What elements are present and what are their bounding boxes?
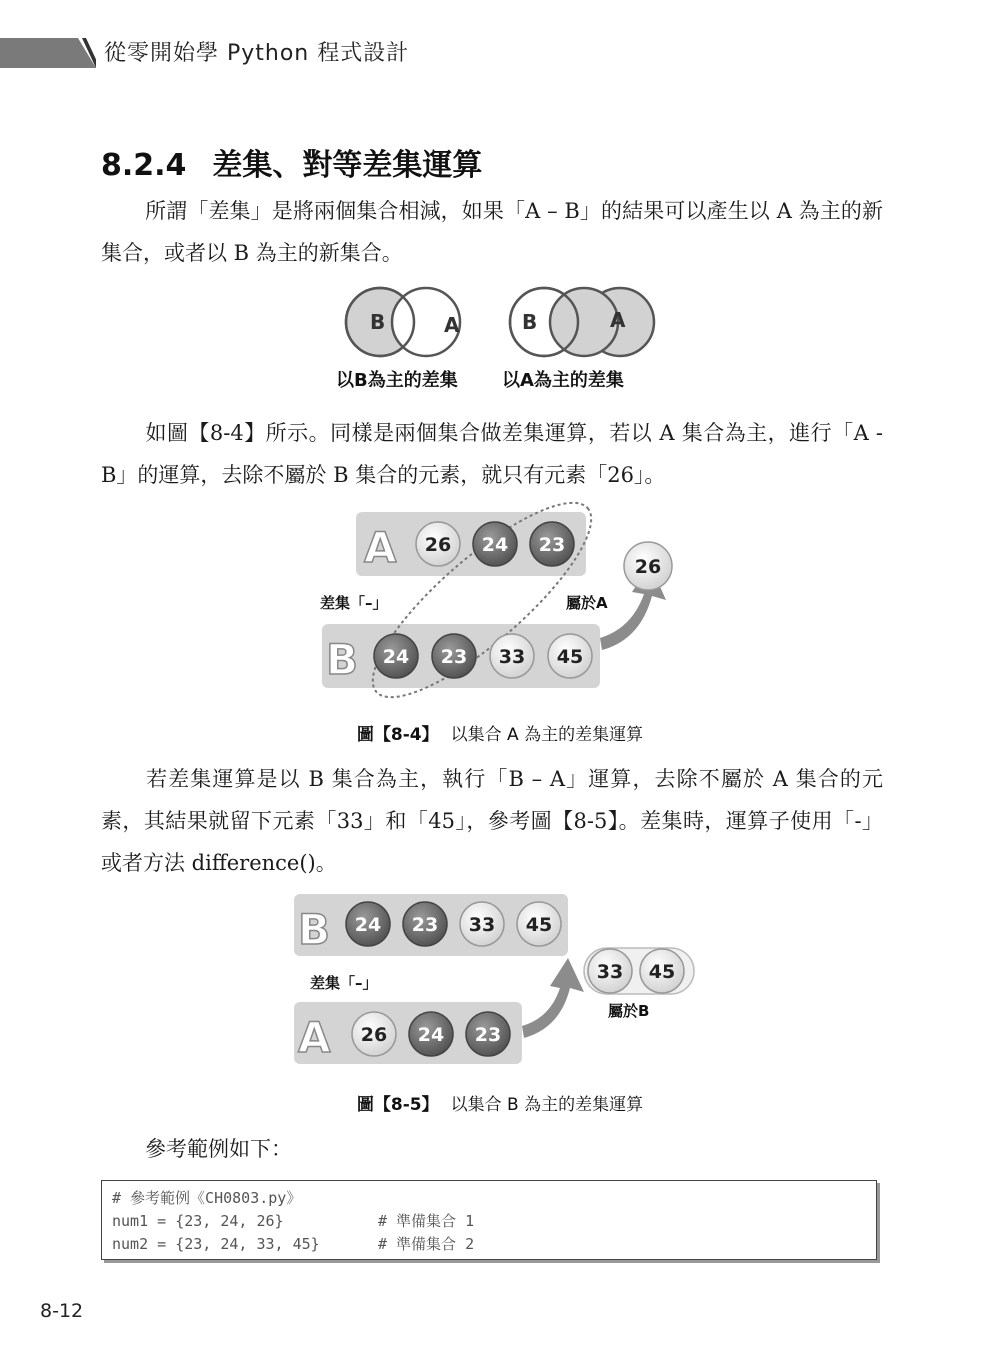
- fig85-set-b-ball-label: 33: [468, 914, 496, 936]
- venn-diagrams: [330, 278, 660, 398]
- venn-left-caption: 以B為主的差集: [336, 370, 458, 391]
- fig84-result-ball-label: 26: [634, 556, 662, 578]
- fig84-set-a-ball: [416, 522, 460, 566]
- code-line-2-comment: # 準備集合 1: [378, 1212, 475, 1230]
- fig84-set-a-ball: [530, 522, 574, 566]
- fig84-set-b-ball: [490, 634, 534, 678]
- fig85-operation-label: 差集「–」: [310, 974, 378, 992]
- code-line-2: [112, 1210, 876, 1233]
- fig85-result-arrow: [522, 958, 584, 1038]
- section-number: 8.2.4: [101, 148, 187, 183]
- paragraph-fig-8-4: [101, 412, 883, 496]
- fig85-set-a-ball-label: 26: [360, 1024, 388, 1046]
- figure-8-5-number: 圖【8-5】: [356, 1095, 439, 1115]
- figure-8-4: [310, 500, 690, 700]
- paragraph-intro-text: 所謂「差集」是將兩個集合相減，如果「A – B」的結果可以產生以 A 為主的新集合，或者以 B 為主的新集合。: [101, 199, 883, 265]
- fig84-set-a-ball-label: 23: [538, 534, 566, 556]
- code-line-3-code: num2 = {23, 24, 33, 45}: [112, 1235, 320, 1253]
- venn-left-label-a: A: [444, 313, 460, 337]
- code-line-3-comment: # 準備集合 2: [378, 1235, 475, 1253]
- fig84-set-b-ball: [374, 634, 418, 678]
- paragraph-fig-8-5: [101, 758, 883, 884]
- fig84-set-a-ball-label: 24: [481, 534, 509, 556]
- code-listing: [101, 1180, 877, 1260]
- fig85-set-a-ball-label: 24: [417, 1024, 445, 1046]
- paragraph-example-intro: [101, 1128, 883, 1170]
- venn-left-label-b: B: [370, 310, 386, 334]
- fig85-set-a-ball: [409, 1012, 453, 1056]
- figure-8-4-caption-text: 以集合 A 為主的差集運算: [450, 725, 644, 745]
- header-bar: [0, 38, 96, 68]
- fig85-set-b-ball: [517, 902, 561, 946]
- fig84-result-label: 屬於A: [566, 594, 608, 612]
- fig85-set-b-ball-label: 45: [525, 914, 553, 936]
- fig84-set-b-label: B: [326, 635, 359, 684]
- figure-8-5: [290, 888, 700, 1072]
- venn-right-caption: 以A為主的差集: [502, 370, 624, 391]
- fig85-result-label: 屬於B: [608, 1002, 650, 1020]
- paragraph-intro: [101, 190, 883, 274]
- fig85-result-ball-label: 33: [596, 961, 624, 983]
- fig85-set-a-ball-label: 23: [474, 1024, 502, 1046]
- section-heading: [101, 140, 482, 184]
- fig85-set-b-ball: [346, 902, 390, 946]
- fig85-set-a-label: A: [298, 1013, 331, 1062]
- venn-right-label-a: A: [610, 308, 626, 332]
- paragraph-fig-8-5-text: 若差集運算是以 B 集合為主，執行「B – A」運算，去除不屬於 A 集合的元素，其結果就留下元素「33」和「45」，參考圖【8-5】。差集時，運算子使用「-」或者方法 difference()。: [101, 767, 883, 875]
- fig84-set-b-ball: [548, 634, 592, 678]
- paragraph-fig-8-4-text: 如圖【8-4】所示。同樣是兩個集合做差集運算，若以 A 集合為主，進行「A - B」的運算，去除不屬於 B 集合的元素，就只有元素「26」。: [101, 421, 883, 487]
- figure-8-4-number: 圖【8-4】: [356, 725, 439, 745]
- code-line-1: # 參考範例《CH0803.py》: [112, 1189, 302, 1207]
- fig84-set-a-ball: [473, 522, 517, 566]
- fig84-set-b-ball-label: 23: [440, 646, 468, 668]
- fig84-set-b-ball-label: 24: [382, 646, 410, 668]
- code-line-3: [112, 1233, 876, 1256]
- fig84-set-b-ball-label: 33: [498, 646, 526, 668]
- fig85-set-b-label: B: [298, 905, 331, 954]
- running-header-title: 從零開始學 Python 程式設計: [104, 41, 410, 66]
- section-title: 差集、對等差集運算: [212, 148, 483, 183]
- fig84-set-a-label: A: [364, 523, 397, 572]
- fig84-set-b-ball: [432, 634, 476, 678]
- fig85-set-a-ball: [352, 1012, 396, 1056]
- code-line-2-code: num1 = {23, 24, 26}: [112, 1212, 284, 1230]
- fig85-set-b-ball: [460, 902, 504, 946]
- paragraph-example-intro-text: 參考範例如下：: [145, 1137, 292, 1161]
- figure-8-5-caption-text: 以集合 B 為主的差集運算: [450, 1095, 644, 1115]
- figure-8-5-caption: [0, 1090, 1000, 1115]
- fig84-set-a-ball-label: 26: [424, 534, 452, 556]
- fig84-operation-label: 差集「–」: [320, 594, 388, 612]
- venn-right-label-b: B: [522, 310, 538, 334]
- fig85-set-b-ball-label: 23: [411, 914, 439, 936]
- fig85-set-a-ball: [466, 1012, 510, 1056]
- fig85-set-b-ball: [403, 902, 447, 946]
- fig84-set-b-ball-label: 45: [556, 646, 584, 668]
- fig84-result-ball: [624, 542, 672, 590]
- fig85-result-ball: [640, 949, 684, 993]
- fig85-set-b-ball-label: 24: [354, 914, 382, 936]
- fig85-result-ball: [588, 949, 632, 993]
- page-number: 8-12: [40, 1300, 84, 1322]
- figure-8-4-caption: [0, 720, 1000, 745]
- fig85-result-ball-label: 45: [648, 961, 676, 983]
